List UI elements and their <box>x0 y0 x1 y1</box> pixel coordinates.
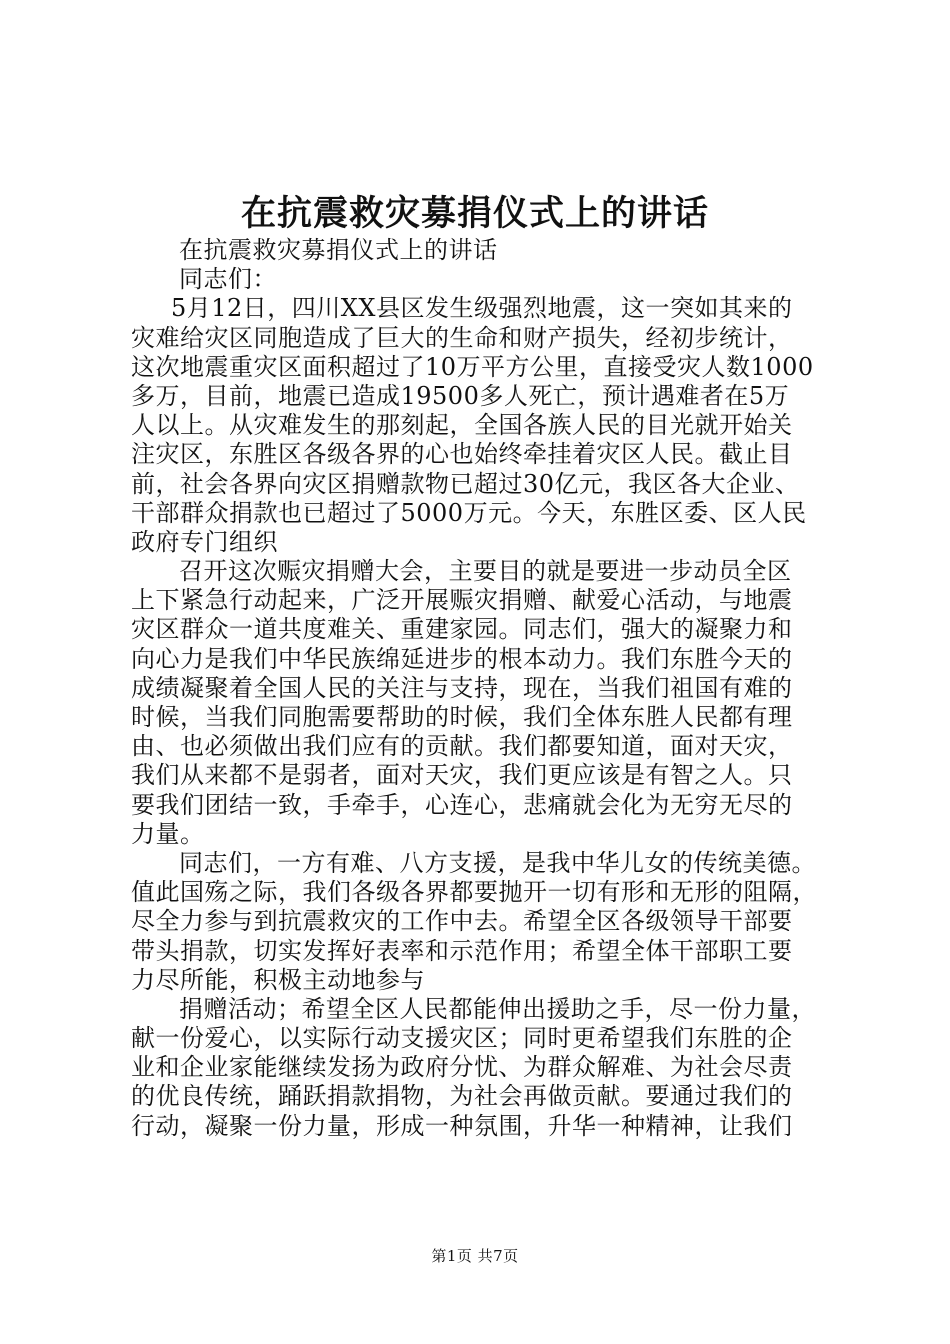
text-line: 由、也必须做出我们应有的贡献。我们都要知道，面对天灾， <box>131 732 793 761</box>
text-line: 人以上。从灾难发生的那刻起，全国各族人民的目光就开始关 <box>131 411 793 440</box>
text-line: 干部群众捐款也已超过了5000万元。今天，东胜区委、区人民 <box>131 498 807 527</box>
text-line: 同志们，一方有难、八方支援，是我中华儿女的传统美德。 <box>179 848 816 877</box>
text-line: 在抗震救灾募捐仪式上的讲话 <box>179 236 498 264</box>
text-line: 这次地震重灾区面积超过了10万平方公里，直接受灾人数1000 <box>131 352 814 381</box>
document-body <box>131 236 833 1141</box>
text-line: 召开这次赈灾捐赠大会，主要目的就是要进一步动员全区 <box>179 557 792 586</box>
text-line: 捐赠活动；希望全区人民都能伸出援助之手，尽一份力量， <box>179 994 816 1023</box>
text-line: 注灾区，东胜区各级各界的心也始终牵挂着灾区人民。截止目 <box>131 440 793 469</box>
text-line: 我们从来都不是弱者，面对天灾，我们更应该是有智之人。只 <box>131 761 793 790</box>
text-line: 同志们： <box>179 265 277 294</box>
text-line: 要我们团结一致，手牵手，心连心，悲痛就会化为无穷无尽的 <box>131 790 793 819</box>
text-line: 的优良传统，踊跃捐款捐物，为社会再做贡献。要通过我们的 <box>131 1082 793 1111</box>
page-number-footer: 第1页 共7页 <box>431 1247 519 1265</box>
text-line: 上下紧急行动起来，广泛开展赈灾捐赠、献爱心活动，与地震 <box>131 586 793 615</box>
text-line: 力尽所能，积极主动地参与 <box>131 965 425 994</box>
text-line: 时候，当我们同胞需要帮助的时候，我们全体东胜人民都有理 <box>131 703 793 731</box>
text-line: 前，社会各界向灾区捐赠款物已超过30亿元，我区各大企业、 <box>131 469 800 498</box>
text-line: 献一份爱心，以实际行动支援灾区；同时更希望我们东胜的企 <box>131 1024 793 1053</box>
text-line: 成绩凝聚着全国人民的关注与支持，现在，当我们祖国有难的 <box>131 673 793 702</box>
document-title: 在抗震救灾募捐仪式上的讲话 <box>240 193 709 234</box>
text-line: 力量。 <box>131 819 205 848</box>
text-line: 行动，凝聚一份力量，形成一种氛围，升华一种精神，让我们 <box>131 1111 793 1140</box>
text-line: 带头捐款，切实发挥好表率和示范作用；希望全体干部职工要 <box>131 936 793 965</box>
text-line: 值此国殇之际，我们各级各界都要抛开一切有形和无形的阻隔， <box>131 878 817 907</box>
text-line: 政府专门组织 <box>131 527 278 556</box>
text-line: 多万，目前，地震已造成19500多人死亡，预计遇难者在5万 <box>131 381 790 410</box>
text-line: 灾区群众一道共度难关、重建家园。同志们，强大的凝聚力和 <box>131 615 793 644</box>
text-line: 业和企业家能继续发扬为政府分忧、为群众解难、为社会尽责 <box>131 1053 793 1082</box>
text-line: 5月12日，四川XX县区发生级强烈地震，这一突如其来的 <box>171 294 793 323</box>
text-line: 尽全力参与到抗震救灾的工作中去。希望全区各级领导干部要 <box>131 907 793 936</box>
text-line: 向心力是我们中华民族绵延进步的根本动力。我们东胜今天的 <box>131 644 793 673</box>
text-line: 灾难给灾区同胞造成了巨大的生命和财产损失，经初步统计， <box>131 323 793 352</box>
